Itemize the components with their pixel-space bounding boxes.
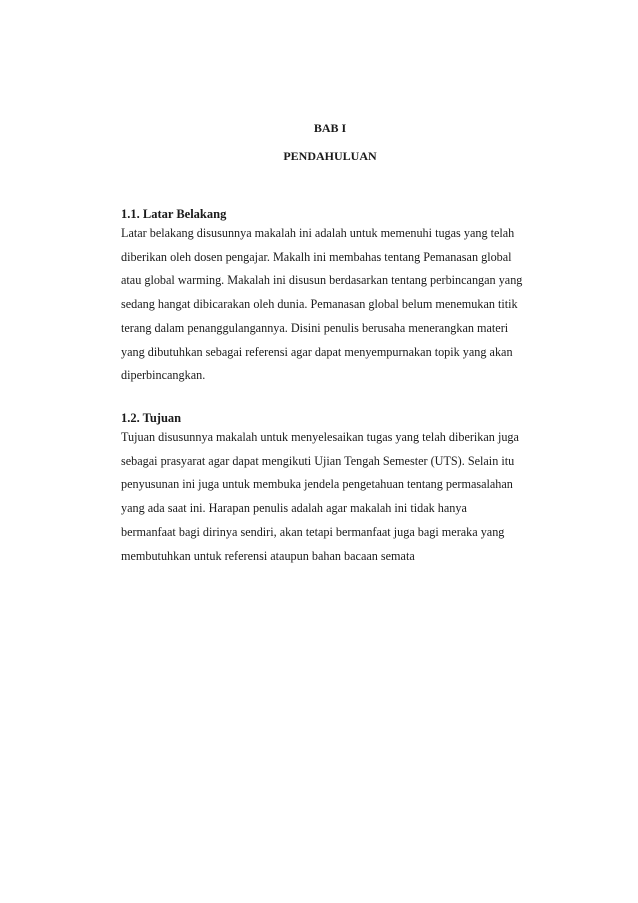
paragraph-line: membutuhkan untuk referensi ataupun bahan bacaan semata	[121, 548, 415, 563]
paragraph-line: terang dalam penanggulangannya. Disini penulis berusaha menerangkan materi	[121, 320, 509, 335]
paragraph-line: atau global warming. Makalah ini disusun berdasarkan tentang perbincangan yang	[121, 273, 523, 288]
section-latar-belakang	[121, 206, 551, 388]
chapter-number: BAB I	[313, 121, 347, 135]
paragraph-line: Tujuan disusunnya makalah untuk menyelesaikan tugas yang telah diberikan juga	[121, 430, 519, 444]
section-tujuan	[121, 410, 551, 568]
paragraph-line: penyusunan ini juga untuk membuka jendela pengetahuan tentang permasalahan	[121, 477, 513, 492]
paragraph-line: Latar belakang disusunnya makalah ini adalah untuk memenuhi tugas yang telah	[121, 226, 515, 240]
section-paragraph	[121, 222, 551, 388]
paragraph-line: yang ada saat ini. Harapan penulis adalah agar makalah ini tidak hanya	[121, 501, 467, 516]
paragraph-line: bermanfaat bagi dirinya sendiri, akan tetapi bermanfaat juga bagi meraka yang	[121, 524, 505, 539]
section-heading: 1.2. Tujuan	[121, 411, 182, 425]
paragraph-line: yang dibutuhkan sebagai referensi agar dapat menyempurnakan topik yang akan	[121, 344, 513, 359]
paragraph-line: sebagai prasyarat agar dapat mengikuti Ujian Tengah Semester (UTS). Selain itu	[121, 453, 515, 468]
section-heading: 1.1. Latar Belakang	[121, 207, 227, 221]
paragraph-line: diperbincangkan.	[121, 368, 206, 383]
paragraph-line: sedang hangat dibicarakan oleh dunia. Pemanasan global belum menemukan titik	[121, 297, 518, 312]
chapter-title: PENDAHULUAN	[283, 149, 377, 163]
paragraph-line: diberikan oleh dosen pengajar. Makalh ini membahas tentang Pemanasan global	[121, 249, 512, 264]
section-paragraph	[121, 426, 551, 568]
